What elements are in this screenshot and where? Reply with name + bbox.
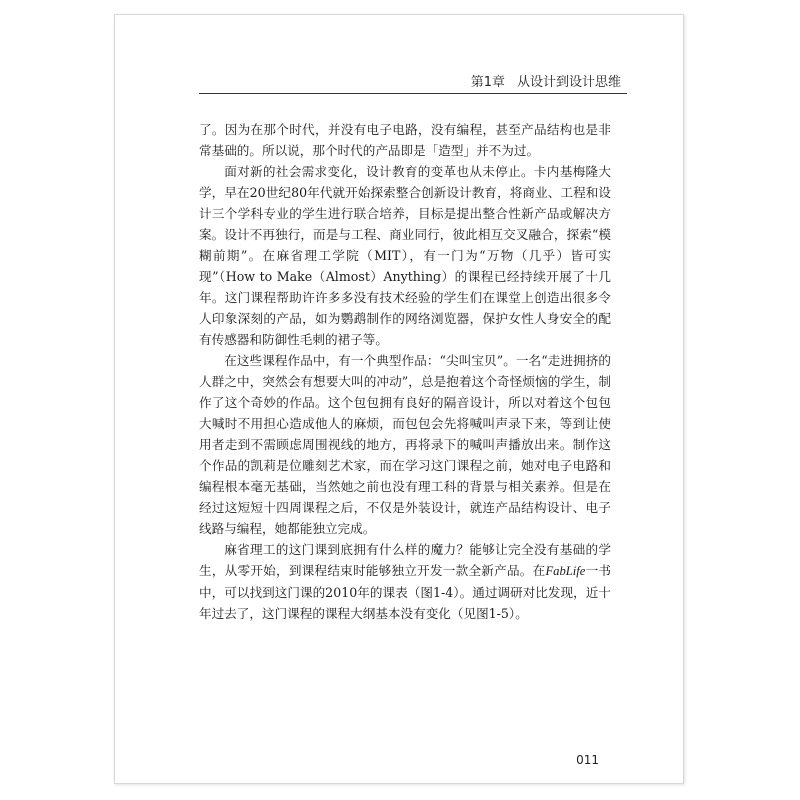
body-text bbox=[199, 119, 611, 624]
paragraph-1: 了。因为在那个时代，并没有电子电路，没有编程，甚至产品结构也是非常基础的。所以说，那个时代的产品即是「造型」并不为过。 bbox=[199, 122, 611, 158]
paragraph-3: 在这些课程作品中，有一个典型作品：“尖叫宝贝”。一名“走进拥挤的人群之中，突然会有想要大叫的冲动”，总是抱着这个奇怪烦恼的学生，制作了这个奇妙的作品。这个包包拥有良好的隔音设计，所以对着这个包包大喊时不用担心造成他人的麻烦，而包包会先将喊叫声录下来，等到让使用者走到不需顾虑周围视线的地方，再将录下的喊叫声播放出来。制作这个作品的凯莉是位雕刻艺术家，而在学习这门课程之前，她对电子电路和编程根本毫无基础，当然她之前也没有理工科的背景与相关素养。但是在经过这短短十四周课程之后，不仅是外装设计，就连产品结构设计、电子线路与编程，她都能独立完成。 bbox=[199, 353, 611, 536]
paragraph-4-text-b: 一书中，可以找到这门课的2010年的课表（图1-4）。通过调研对比发现，近十年过去了，这门课程的课程大纲基本没有变化（见图1-5）。 bbox=[199, 563, 612, 621]
running-header bbox=[471, 71, 621, 90]
page-number: 011 bbox=[576, 753, 599, 767]
book-page bbox=[114, 14, 684, 784]
paragraph-2: 面对新的社会需求变化，设计教育的变革也从未停止。卡内基梅隆大学，早在20世纪80年代就开始探索整合创新设计教育，将商业、工程和设计三个学科专业的学生进行联合培养，目标是提出整合性新产品或解决方案。设计不再独行，而是与工程、商业同行，彼此相互交叉融合，探索“模糊前期”。在麻省理工学院（MIT），有一门为“万物（几乎）皆可实现”（How to Make（Almost）Anything）的课程已经持续开展了十几年。这门课程帮助许许多多没有技术经验的学生们在课堂上创造出很多令人印象深刻的产品，如为鹦鹉制作的网络浏览器，保护女性人身安全的配有传感器和防御性毛刺的裙子等。 bbox=[199, 164, 611, 347]
chapter-title: 从设计到设计思维 bbox=[516, 75, 621, 90]
header-rule bbox=[199, 93, 627, 94]
paragraph-4-text-a: 麻省理工的这门课到底拥有什么样的魔力？能够让完全没有基础的学生，从零开始，到课程结束时能够独立开发一款全新产品。在 bbox=[199, 542, 611, 578]
paragraph-4 bbox=[199, 539, 611, 624]
book-title: FabLife bbox=[545, 564, 586, 578]
chapter-number: 第1章 bbox=[470, 75, 505, 90]
